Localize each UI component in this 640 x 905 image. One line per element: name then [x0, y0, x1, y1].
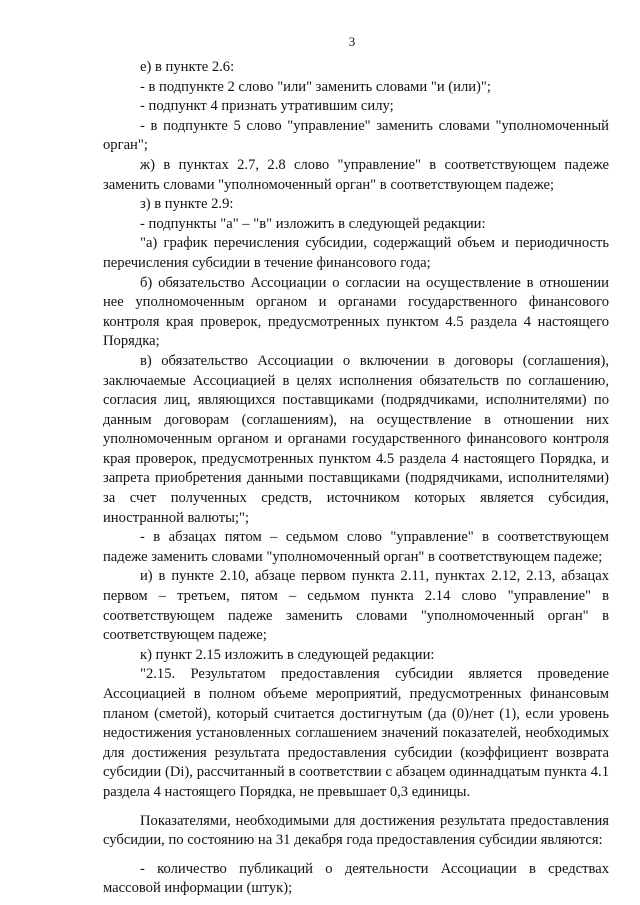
- subparagraph-v: в) обязательство Ассоциации о включении в договоры (соглашения), заключаемые Ассоциацией в целях исполнения обязательств по соглашению, согласия лиц, являющихся поставщиками (подрядчиками, исполнителями) по данным договорам (соглашениям), на осуществление в отношении них уполномоченным органом и органами государственного финансового контроля края проверок, предусмотренных пунктом 4.5 раздела 4 настоящего Порядка, и запрета приобретения данными поставщиками (подрядчиками, исполнителями) за счет полученных средств, источником которых является субсидия, иностранной валюты;";: [103, 352, 609, 526]
- paragraph-z-item-1: - подпункты "а" – "в" изложить в следующей редакции:: [140, 215, 486, 232]
- subparagraph-a: "а) график перечисления субсидии, содержащий объем и периодичность перечисления субсидии в течение финансового года;: [103, 235, 609, 271]
- paragraph-zh: ж) в пунктах 2.7, 2.8 слово "управление" в соответствующем падеже заменить словами "уполномоченный орган" в соответствующем падеже;: [103, 156, 609, 193]
- page-number: 3: [348, 34, 356, 49]
- paragraph-e-item-3: - в подпункте 5 слово "управление" заменить словами "уполномоченный орган";: [103, 117, 609, 154]
- paragraph-e: е) в пункте 2.6:: [140, 59, 235, 75]
- document-body: [103, 58, 609, 899]
- clause-2-15: "2.15. Результатом предоставления субсидии является проведение Ассоциацией в полном объеме мероприятий, предусмотренных финансовым планом (сметой), который считается достигнутым (да (0)/нет (1), если уровень недостижения установленных соглашением значений показателей, необходимых для достижения результата предоставления субсидии (коэффициент возврата субсидии (Di), рассчитанный в соответствии с абзацем одиннадцатым пункта 4.1 раздела 4 настоящего Порядка, не превышает 0,3 единицы.: [103, 666, 609, 800]
- paragraph-z-item-2: - в абзацах пятом – седьмом слово "управление" в соответствующем падеже заменить словами "уполномоченный орган" в соответствующем падеже;: [103, 529, 609, 565]
- indicators-paragraph: Показателями, необходимыми для достижения результата предоставления субсидии, по состоянию на 31 декабря года предоставления субсидии являются:: [103, 812, 609, 849]
- paragraph-z: з) в пункте 2.9:: [140, 196, 234, 213]
- paragraph-k: к) пункт 2.15 изложить в следующей редакции:: [140, 646, 435, 663]
- paragraph-e-item-1: - в подпункте 2 слово "или" заменить словами "и (или)";: [140, 78, 491, 95]
- paragraph-e-item-2: - подпункт 4 признать утратившим силу;: [140, 98, 394, 115]
- indicators-item-1: - количество публикаций о деятельности Ассоциации в средствах массовой информации (штук);: [103, 860, 609, 897]
- subparagraph-b: б) обязательство Ассоциации о согласии на осуществление в отношении нее уполномоченным органом и органами государственного финансового контроля края проверок, предусмотренных пунктом 4.5 раздела 4 настоящего Порядка;: [103, 274, 609, 350]
- paragraph-i: и) в пункте 2.10, абзаце первом пункта 2.11, пунктах 2.12, 2.13, абзацах первом – третьем, пятом – седьмом пункта 2.14 слово "управление" в соответствующем падеже заменить словами "уполномоченный орган" в соответствующем падеже;: [103, 568, 609, 644]
